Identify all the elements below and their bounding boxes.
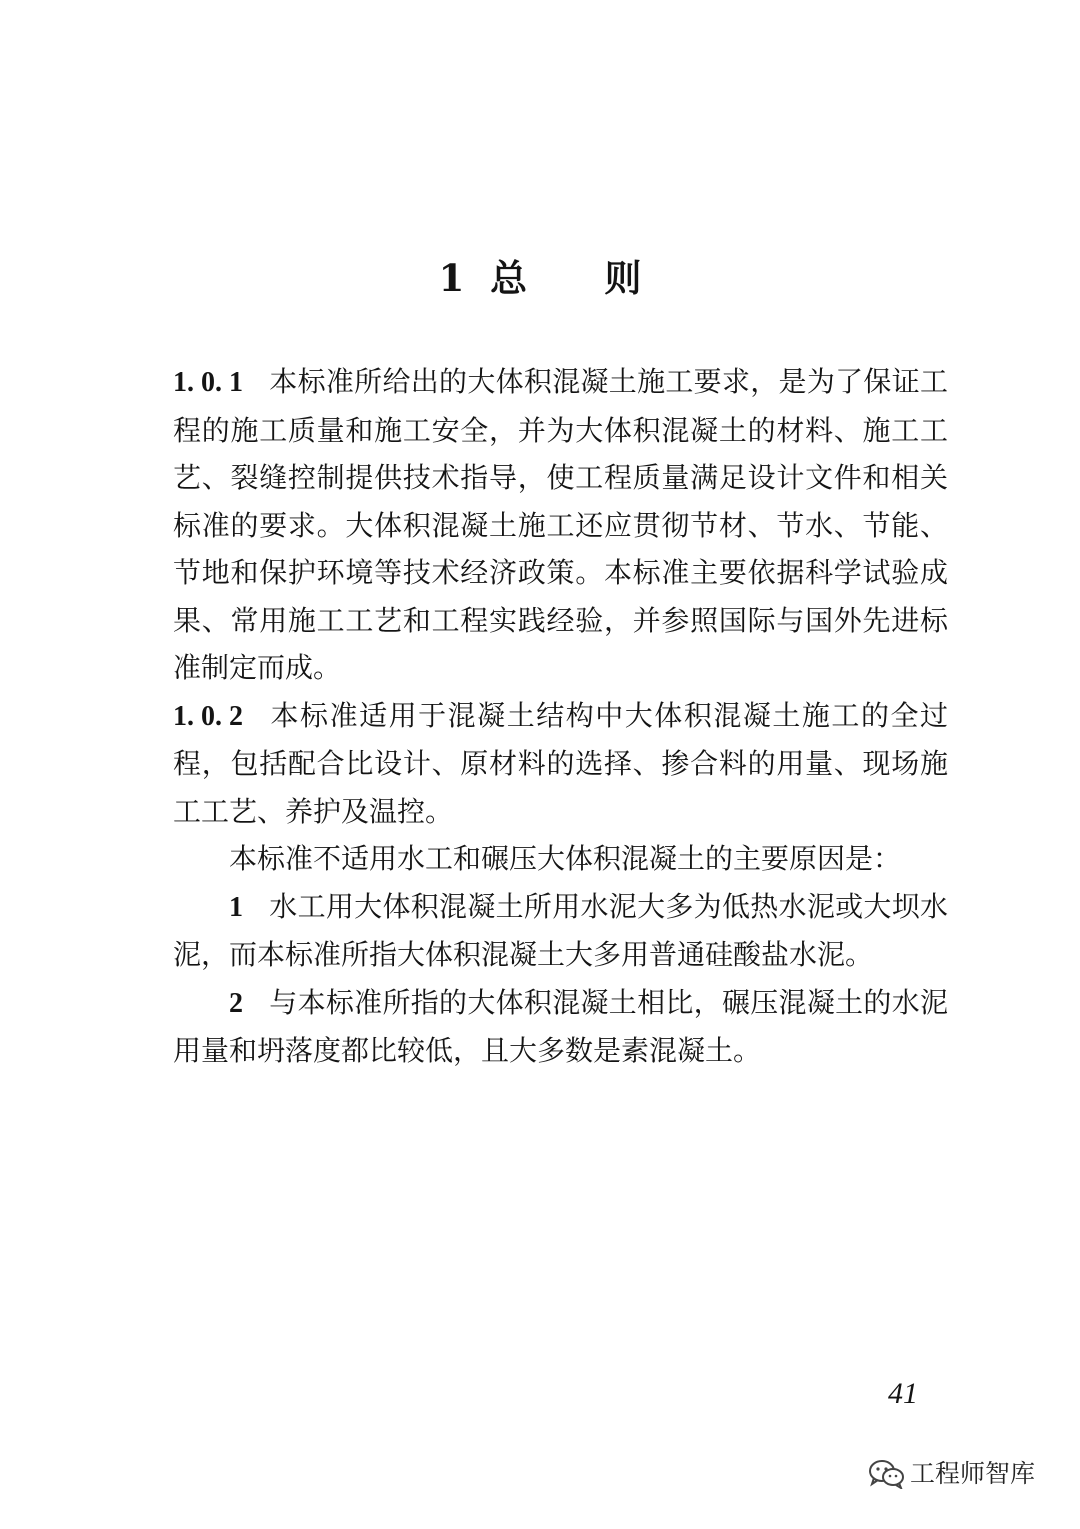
wechat-icon — [868, 1459, 906, 1489]
watermark — [868, 1457, 1035, 1491]
clause-number: 1. 0. 1 — [173, 367, 243, 398]
note-intro: 本标准不适用水工和碾压大体积混凝土的主要原因是： — [229, 842, 902, 875]
note-item-number: 1 — [229, 891, 243, 923]
clause-text: 本标准适用于混凝土结构中大体积混凝土施工的全过程，包括配合比设计、原材料的选择、掺合料的用量、现场施工工艺、养护及温控。 — [173, 698, 948, 828]
clause-number: 1. 0. 2 — [173, 700, 243, 732]
clause-1-0-2 — [173, 692, 948, 836]
watermark-text: 工程师智库 — [910, 1459, 1036, 1488]
clause-1-0-1 — [173, 358, 948, 692]
note-item-text: 水工用大体积混凝土所用水泥大多为低热水泥或大坝水泥，而本标准所指大体积混凝土大多用普通硅酸盐水泥。 — [173, 889, 948, 971]
chapter-title: 1 总 则 — [438, 256, 642, 300]
note-item-1 — [173, 883, 948, 979]
note-item-text: 与本标准所指的大体积混凝土相比，碾压混凝土的水泥用量和坍落度都比较低，且大多数是素混凝土。 — [173, 985, 948, 1067]
note-item-number: 2 — [229, 987, 243, 1019]
note-item-2 — [173, 979, 948, 1075]
page-number: 41 — [888, 1377, 918, 1410]
clause-text: 本标准所给出的大体积混凝土施工要求，是为了保证工程的施工质量和施工安全，并为大体积混凝土的材料、施工工艺、裂缝控制提供技术指导，使工程质量满足设计文件和相关标准的要求。大体积混凝土施工还应贯彻节材、节水、节能、节地和保护环境等技术经济政策。本标准主要依据科学试验成果、常用施工工艺和工程实践经验，并参照国际与国外先进标准制定而成。 — [173, 365, 948, 684]
document-body — [173, 358, 948, 1075]
